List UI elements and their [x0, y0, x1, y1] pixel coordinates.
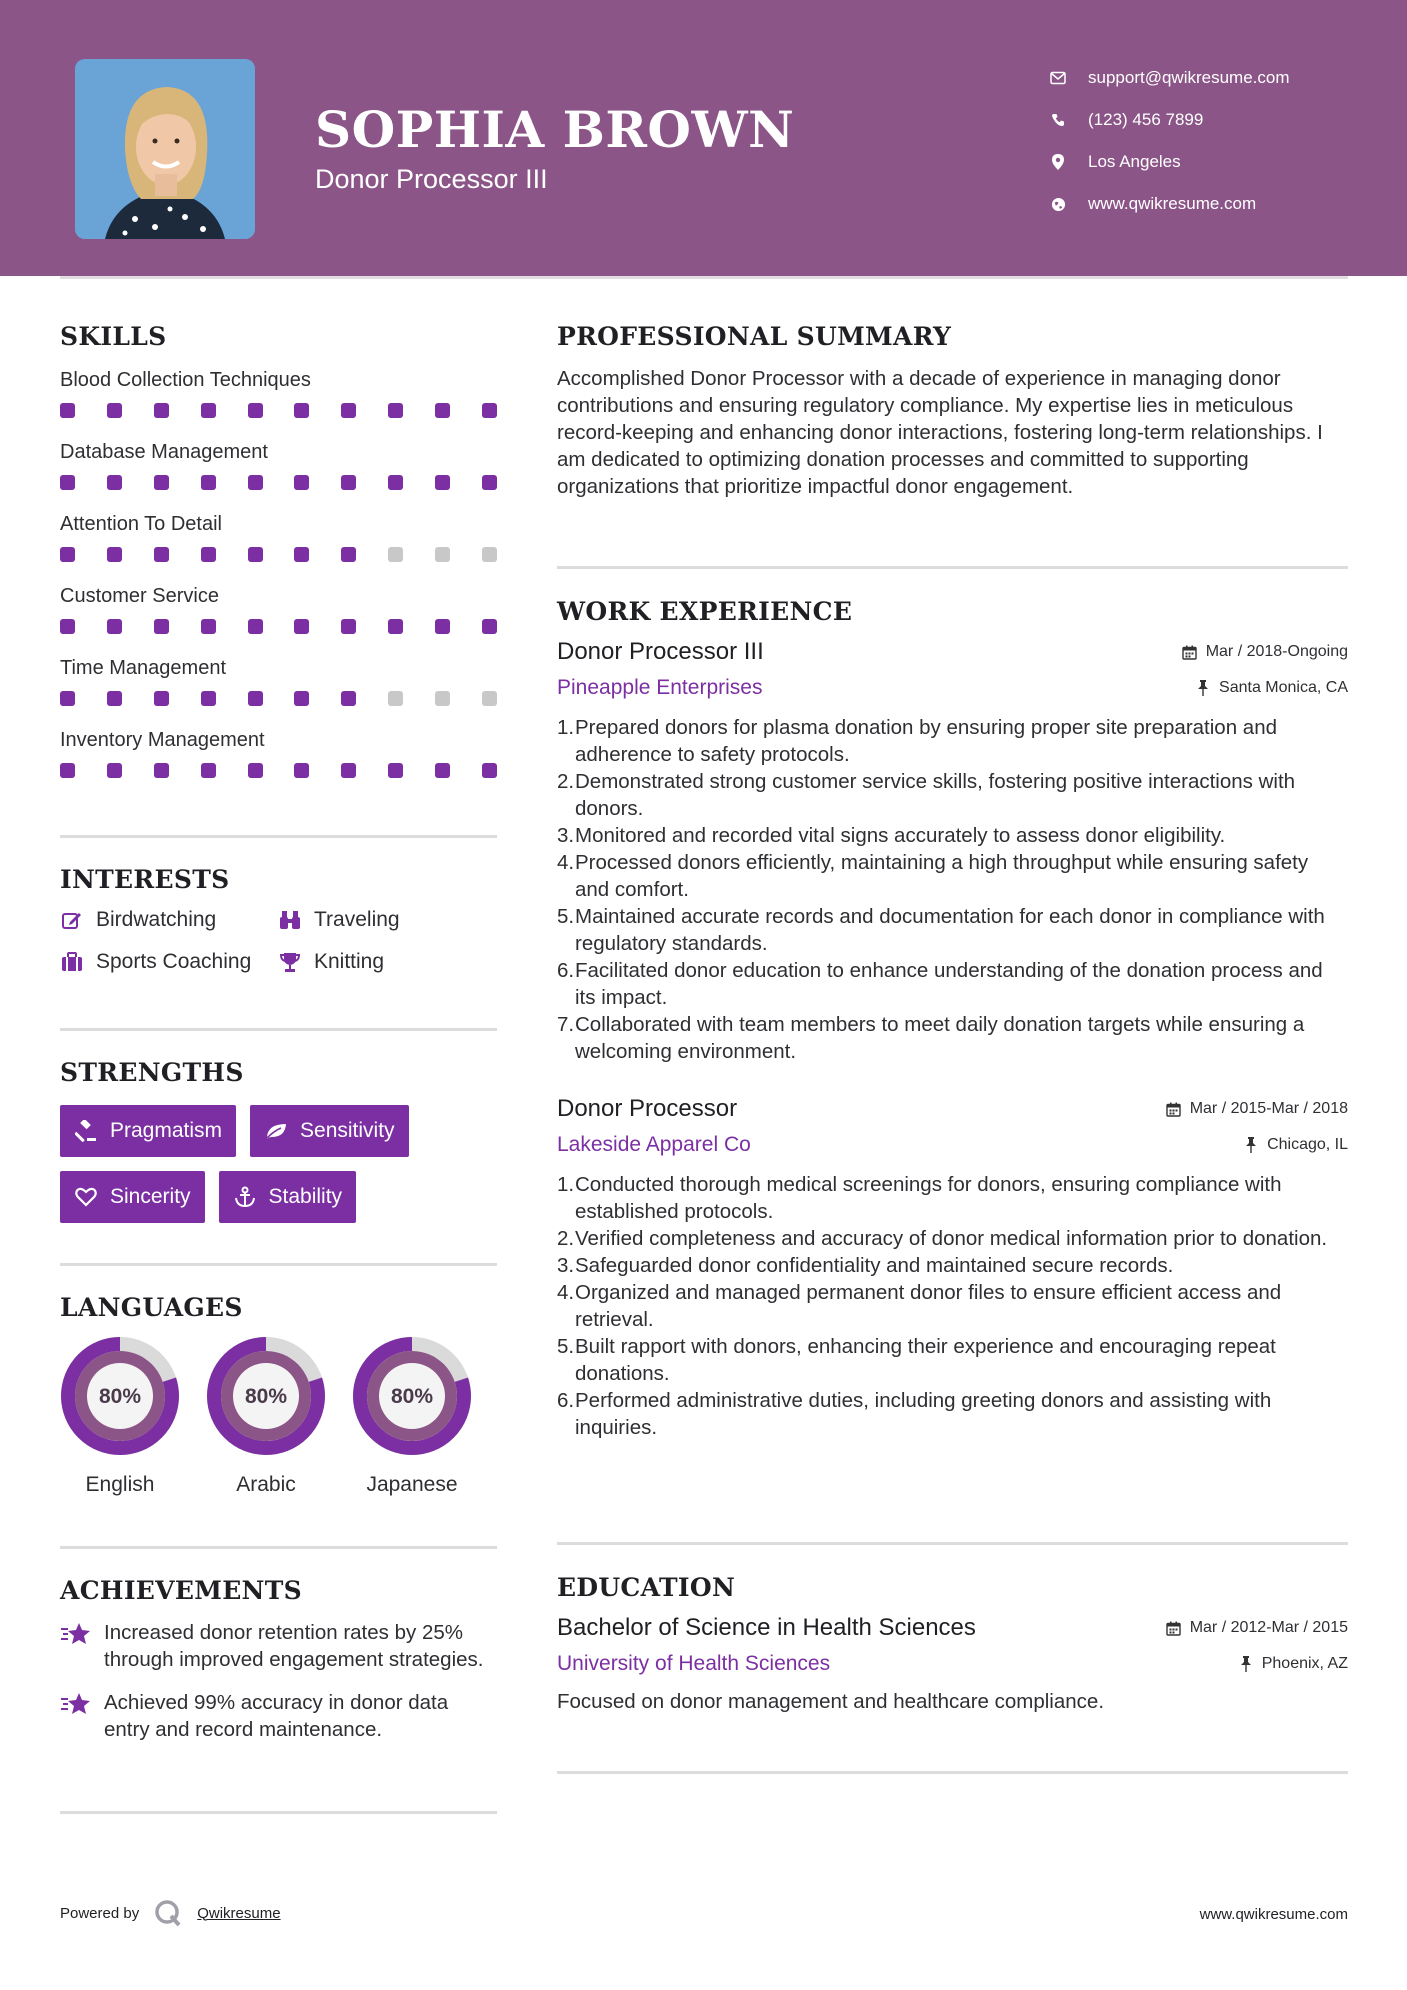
footer-powered-by: [60, 1898, 281, 1928]
rating-dot-filled: [60, 691, 75, 706]
rating-dot-filled: [388, 763, 403, 778]
rating-dot-filled: [60, 475, 75, 490]
languages-heading: LANGUAGES: [60, 1293, 243, 1322]
achievement-item: [60, 1619, 497, 1673]
rating-dot-empty: [388, 547, 403, 562]
language-ring: [60, 1336, 180, 1456]
language-name: Arabic: [236, 1473, 296, 1496]
rating-dot-filled: [294, 547, 309, 562]
job-responsibilities: [557, 714, 1348, 1065]
responsibility-text: Monitored and recorded vital signs accurately to assess donor eligibility.: [575, 824, 1226, 847]
language-ring: [206, 1336, 326, 1456]
experience-section: [557, 597, 1348, 1441]
job-dates: [1182, 643, 1348, 661]
rating-dot-filled: [107, 619, 122, 634]
interest-label: Knitting: [314, 950, 385, 973]
education-dates: [1166, 1619, 1348, 1637]
rating-dot-filled: [154, 691, 169, 706]
rating-dot-empty: [435, 691, 450, 706]
rating-dot-filled: [107, 763, 122, 778]
rating-dot-filled: [294, 403, 309, 418]
language-ring: [352, 1336, 472, 1456]
responsibility-text: Processed donors efficiently, maintaining a high throughput while ensuring safety and comfort.: [575, 851, 1309, 901]
list-number: 6.: [557, 1389, 575, 1412]
calendar-icon: [1166, 1101, 1182, 1117]
rating-dot-filled: [294, 619, 309, 634]
rating-dot-filled: [341, 763, 356, 778]
globe-icon: [1050, 196, 1066, 212]
qwikresume-link[interactable]: Qwikresume: [197, 1904, 281, 1922]
qwikresume-logo-icon: [153, 1898, 183, 1928]
rating-dot-filled: [248, 403, 263, 418]
achievements-heading: ACHIEVEMENTS: [60, 1576, 302, 1605]
interest-item: [278, 950, 478, 974]
leaf-icon: [264, 1119, 288, 1143]
company-name: Pineapple Enterprises: [557, 676, 763, 699]
achievements-section: [60, 1576, 497, 1743]
job-title: Donor Processor III: [557, 638, 764, 665]
rating-dot-filled: [201, 763, 216, 778]
rating-dot-filled: [341, 547, 356, 562]
summary-divider: [557, 566, 1348, 569]
list-number: 2.: [557, 770, 575, 793]
responsibility-item: [557, 1225, 1348, 1252]
anchor-icon: [233, 1185, 257, 1209]
rating-dot-filled: [60, 619, 75, 634]
job-title: Donor Processor: [557, 1095, 738, 1122]
job-location: [1195, 679, 1348, 697]
skill-name: Inventory Management: [60, 729, 265, 751]
interest-label: Traveling: [314, 908, 400, 931]
rating-dot-filled: [435, 403, 450, 418]
rating-dot-filled: [388, 475, 403, 490]
rating-dot-filled: [341, 619, 356, 634]
skill-rating: [60, 403, 497, 418]
education-heading: EDUCATION: [557, 1573, 736, 1602]
rating-dot-filled: [60, 763, 75, 778]
header-divider: [60, 276, 1348, 279]
strength-tag: [60, 1171, 205, 1223]
list-number: 4.: [557, 1281, 575, 1304]
responsibility-text: Maintained accurate records and documentation for each donor in compliance with regulatory standards.: [575, 905, 1325, 955]
education-section: [557, 1573, 1348, 1715]
responsibility-text: Safeguarded donor confidentiality and maintained secure records.: [575, 1254, 1174, 1277]
job-location-text: Santa Monica, CA: [1219, 679, 1348, 696]
candidate-title: Donor Processor III: [315, 164, 548, 194]
language-item: [352, 1336, 472, 1497]
responsibility-text: Demonstrated strong customer service skills, fostering positive interactions with donors.: [575, 770, 1296, 820]
responsibility-text: Performed administrative duties, including greeting donors and assisting with inquiries.: [575, 1389, 1272, 1439]
job-location-text: Chicago, IL: [1267, 1136, 1348, 1153]
responsibility-item: [557, 1279, 1348, 1333]
list-number: 3.: [557, 1254, 575, 1277]
rating-dot-filled: [248, 475, 263, 490]
job-responsibilities: [557, 1171, 1348, 1441]
responsibility-text: Verified completeness and accuracy of donor medical information prior to donation.: [575, 1227, 1328, 1250]
interest-item: [60, 908, 278, 932]
language-percent: 80%: [244, 1385, 288, 1408]
achievement-text: Increased donor retention rates by 25% through improved engagement strategies.: [104, 1621, 484, 1671]
list-number: 7.: [557, 1013, 575, 1036]
list-number: 4.: [557, 851, 575, 874]
responsibility-item: [557, 903, 1348, 957]
interests-section: [60, 865, 497, 974]
skill-name: Database Management: [60, 441, 268, 463]
rating-dot-filled: [435, 619, 450, 634]
rating-dot-filled: [154, 475, 169, 490]
strength-label: Sensitivity: [300, 1119, 395, 1142]
rating-dot-filled: [201, 691, 216, 706]
summary-text: Accomplished Donor Processor with a decade of experience in managing donor contributions and ensuring regulatory compliance. My expertise lies in meticulous record-keeping and enhancing donor interactions, fostering long-term relationships. I am dedicated to optimizing donation processes and committed to supporting organizations that prioritize impactful donor engagement.: [557, 367, 1323, 498]
heart-icon: [74, 1185, 98, 1209]
company-name: Lakeside Apparel Co: [557, 1133, 751, 1156]
contact-phone-text: (123) 456 7899: [1088, 110, 1204, 129]
rating-dot-filled: [341, 691, 356, 706]
strength-label: Sincerity: [110, 1185, 191, 1208]
strength-label: Stability: [268, 1185, 343, 1208]
experience-heading: WORK EXPERIENCE: [557, 597, 853, 626]
responsibility-item: [557, 1011, 1348, 1065]
language-percent: 80%: [98, 1385, 142, 1408]
list-number: 3.: [557, 824, 575, 847]
rating-dot-filled: [107, 403, 122, 418]
profile-photo: [75, 59, 255, 239]
pushpin-icon: [1243, 1137, 1259, 1153]
experience-divider: [557, 1542, 1348, 1545]
strengths-section: [60, 1058, 497, 1223]
skill-name: Time Management: [60, 657, 226, 679]
rating-dot-filled: [107, 691, 122, 706]
rating-dot-filled: [294, 475, 309, 490]
responsibility-text: Collaborated with team members to meet daily donation targets while ensuring a welcoming environment.: [575, 1013, 1305, 1063]
responsibility-text: Prepared donors for plasma donation by ensuring proper site preparation and adherence to safety protocols.: [575, 716, 1277, 766]
languages-list: [60, 1336, 497, 1497]
responsibility-item: [557, 714, 1348, 768]
degree-name: Bachelor of Science in Health Sciences: [557, 1614, 976, 1641]
achievement-text: Achieved 99% accuracy in donor data entry and record maintenance.: [104, 1691, 449, 1741]
languages-section: [60, 1293, 497, 1497]
rating-dot-filled: [248, 691, 263, 706]
languages-divider: [60, 1546, 497, 1549]
responsibility-item: [557, 1252, 1348, 1279]
rating-dot-filled: [341, 403, 356, 418]
achievements-divider: [60, 1811, 497, 1814]
rating-dot-empty: [388, 691, 403, 706]
language-name: Japanese: [366, 1473, 458, 1496]
rating-dot-filled: [248, 547, 263, 562]
rating-dot-filled: [60, 403, 75, 418]
language-item: [60, 1336, 180, 1497]
contact-website[interactable]: [1050, 183, 1380, 225]
school-name: University of Health Sciences: [557, 1652, 831, 1675]
rating-dot-filled: [60, 547, 75, 562]
rating-dot-filled: [482, 619, 497, 634]
contact-location: [1050, 141, 1380, 183]
rating-dot-filled: [248, 619, 263, 634]
rating-dot-filled: [107, 475, 122, 490]
language-percent: 80%: [390, 1385, 434, 1408]
rating-dot-filled: [201, 475, 216, 490]
footer-website[interactable]: www.qwikresume.com: [1199, 1906, 1348, 1923]
rating-dot-filled: [435, 475, 450, 490]
phone-icon: [1050, 112, 1066, 128]
rating-dot-empty: [482, 691, 497, 706]
contact-list: [1050, 57, 1380, 225]
rating-dot-filled: [154, 619, 169, 634]
skills-divider: [60, 835, 497, 838]
strength-label: Pragmatism: [110, 1119, 223, 1142]
strength-tag: [250, 1105, 409, 1157]
responsibility-item: [557, 1171, 1348, 1225]
skills-heading: SKILLS: [60, 322, 167, 351]
rating-dot-filled: [201, 619, 216, 634]
rating-dot-filled: [482, 475, 497, 490]
language-item: [206, 1336, 326, 1497]
education-dates-text: Mar / 2012-Mar / 2015: [1189, 1619, 1348, 1636]
rating-dot-filled: [154, 763, 169, 778]
map-pin-icon: [1050, 154, 1066, 170]
skills-list: [60, 365, 497, 778]
summary-heading: PROFESSIONAL SUMMARY: [557, 322, 952, 351]
pushpin-icon: [1195, 680, 1211, 696]
interest-item: [278, 908, 478, 932]
trophy-icon: [278, 950, 302, 974]
language-name: English: [85, 1473, 155, 1496]
job-entry: [557, 638, 1348, 1065]
interests-divider: [60, 1028, 497, 1031]
powered-by-text: Powered by: [60, 1904, 140, 1922]
star-achievement-icon: [60, 1689, 92, 1743]
interests-heading: INTERESTS: [60, 865, 230, 894]
rating-dot-empty: [435, 547, 450, 562]
responsibility-text: Conducted thorough medical screenings for donors, ensuring compliance with established protocols.: [575, 1173, 1282, 1223]
rating-dot-filled: [201, 547, 216, 562]
strengths-list: [60, 1105, 500, 1223]
achievement-item: [60, 1689, 497, 1743]
rating-dot-filled: [388, 403, 403, 418]
rating-dot-filled: [341, 475, 356, 490]
rating-dot-filled: [154, 403, 169, 418]
briefcase-icon: [60, 950, 84, 974]
interests-list: [60, 908, 497, 974]
job-dates-text: Mar / 2018-Ongoing: [1205, 643, 1348, 660]
rating-dot-filled: [294, 691, 309, 706]
rating-dot-filled: [388, 619, 403, 634]
education-description: Focused on donor management and healthcare compliance.: [557, 1690, 1105, 1713]
skill-rating: [60, 547, 497, 562]
candidate-name: SOPHIA BROWN: [315, 100, 795, 159]
pushpin-icon: [1238, 1656, 1254, 1672]
contact-email[interactable]: [1050, 57, 1380, 99]
skills-section: [60, 322, 497, 797]
interest-item: [60, 950, 278, 974]
resume-header: [0, 0, 1407, 276]
education-location: [1238, 1655, 1348, 1673]
responsibility-text: Organized and managed permanent donor files to ensure efficient access and retrieval.: [575, 1281, 1282, 1331]
skill-rating: [60, 619, 497, 634]
responsibility-item: [557, 957, 1348, 1011]
rating-dot-filled: [482, 763, 497, 778]
star-achievement-icon: [60, 1619, 92, 1673]
list-number: 2.: [557, 1227, 575, 1250]
education-divider: [557, 1771, 1348, 1774]
rating-dot-filled: [248, 763, 263, 778]
binoculars-icon: [278, 908, 302, 932]
job-location: [1243, 1136, 1348, 1154]
rating-dot-filled: [482, 403, 497, 418]
rating-dot-filled: [435, 763, 450, 778]
skill-rating: [60, 691, 497, 706]
rating-dot-filled: [201, 403, 216, 418]
contact-website-text: www.qwikresume.com: [1088, 194, 1257, 213]
skill-rating: [60, 763, 497, 778]
job-entry: [557, 1095, 1348, 1441]
list-number: 6.: [557, 959, 575, 982]
edit-icon: [60, 908, 84, 932]
education-location-text: Phoenix, AZ: [1261, 1655, 1348, 1672]
job-dates: [1166, 1100, 1348, 1118]
envelope-icon: [1050, 70, 1066, 86]
rating-dot-empty: [482, 547, 497, 562]
rating-dot-filled: [154, 547, 169, 562]
list-number: 5.: [557, 905, 575, 928]
list-number: 1.: [557, 1173, 575, 1196]
contact-email-text: support@qwikresume.com: [1088, 68, 1290, 87]
strengths-divider: [60, 1263, 497, 1266]
strengths-heading: STRENGTHS: [60, 1058, 244, 1087]
gavel-icon: [74, 1119, 98, 1143]
strength-tag: [219, 1171, 357, 1223]
rating-dot-filled: [107, 547, 122, 562]
rating-dot-filled: [294, 763, 309, 778]
job-dates-text: Mar / 2015-Mar / 2018: [1189, 1100, 1348, 1117]
contact-phone[interactable]: [1050, 99, 1380, 141]
list-number: 1.: [557, 716, 575, 739]
list-number: 5.: [557, 1335, 575, 1358]
strength-tag: [60, 1105, 236, 1157]
interest-label: Sports Coaching: [96, 950, 252, 973]
skill-name: Customer Service: [60, 585, 219, 607]
summary-section: [557, 322, 1348, 500]
calendar-icon: [1166, 1620, 1182, 1636]
responsibility-item: [557, 822, 1348, 849]
interest-label: Birdwatching: [96, 908, 217, 931]
calendar-icon: [1182, 644, 1198, 660]
responsibility-item: [557, 1387, 1348, 1441]
responsibility-text: Built rapport with donors, enhancing their experience and encouraging repeat donations.: [575, 1335, 1276, 1385]
contact-location-text: Los Angeles: [1088, 152, 1181, 171]
responsibility-item: [557, 1333, 1348, 1387]
skill-name: Attention To Detail: [60, 513, 222, 535]
skill-rating: [60, 475, 497, 490]
responsibility-item: [557, 849, 1348, 903]
responsibility-text: Facilitated donor education to enhance understanding of the donation process and its impact.: [575, 959, 1323, 1009]
responsibility-item: [557, 768, 1348, 822]
profile-photo-image: [75, 59, 255, 239]
skill-name: Blood Collection Techniques: [60, 369, 311, 391]
